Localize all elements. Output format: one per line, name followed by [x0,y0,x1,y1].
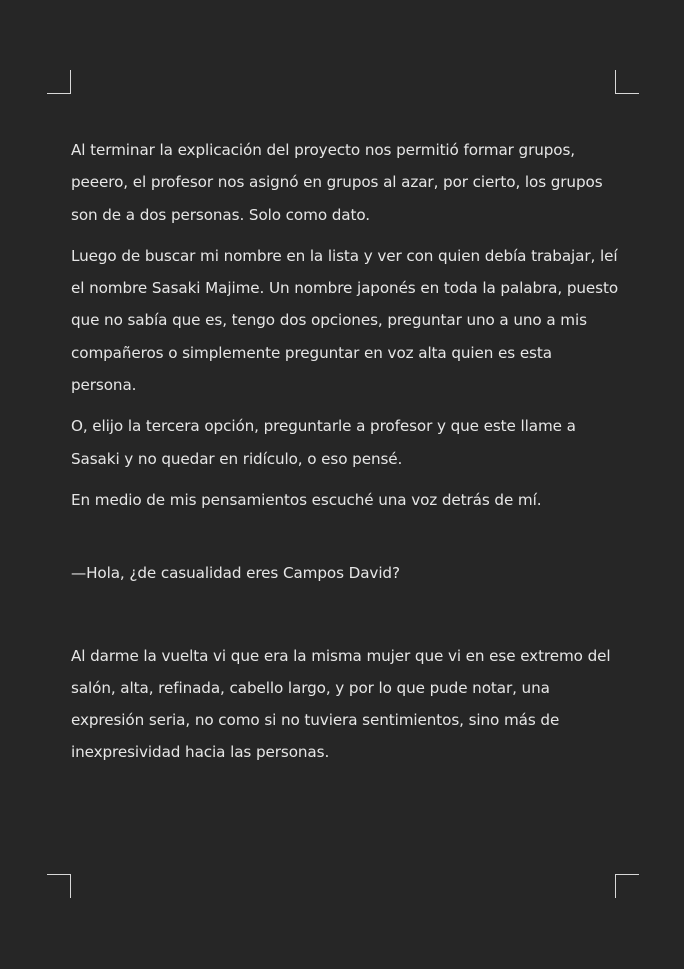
paragraph: O, elijo la tercera opción, preguntarle a profesor y que este llame a Sasaki y no quedar en ridículo, o eso pensé. [71,417,576,468]
paragraph: Al darme la vuelta vi que era la misma mujer que vi en ese extremo del salón, alta, refinada, cabello largo, y por lo que pude notar, una expresión seria, no como si no tuviera sentimientos, sino más de inexpresividad hacia las personas. [71,646,611,762]
crop-mark-top-left [47,70,71,94]
crop-mark-top-right [615,70,639,94]
paragraph: Luego de buscar mi nombre en la lista y ver con quien debía trabajar, leí el nombre Sasaki Majime. Un nombre japonés en toda la palabra, puesto que no sabía que es, tengo dos opciones, preguntar uno a uno a mis compañeros o simplemente preguntar en voz alta quien es esta persona. [71,246,619,395]
paragraph: En medio de mis pensamientos escuché una voz detrás de mí. [71,490,542,509]
crop-mark-bottom-left [47,874,71,898]
dialogue-line: —Hola, ¿de casualidad eres Campos David? [71,564,400,583]
paragraph: Al terminar la explicación del proyecto nos permitió formar grupos, peeero, el profesor nos asignó en grupos al azar, por cierto, los grupos son de a dos personas. Solo como dato. [71,141,603,224]
page-text [71,134,621,778]
crop-mark-bottom-right [615,874,639,898]
